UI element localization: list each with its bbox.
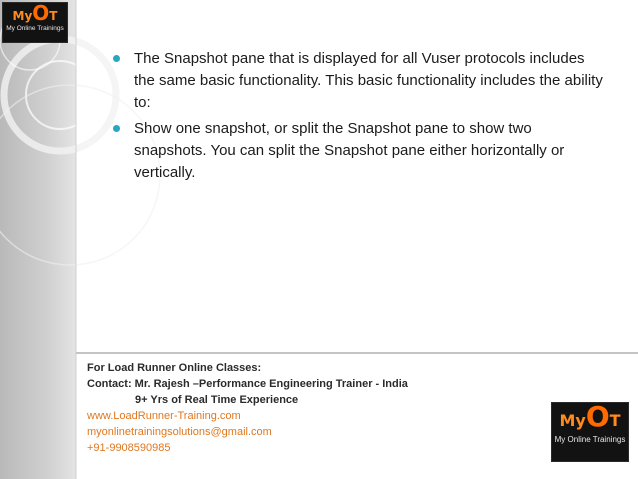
logo-bottom xyxy=(551,402,629,462)
logo-mark xyxy=(552,400,628,433)
footer-divider xyxy=(76,352,638,354)
bullet-text: The Snapshot pane that is displayed for all Vuser protocols includes the same basic functionality. This basic functionality includes the ability to: xyxy=(134,50,603,111)
bullet-dot-icon xyxy=(113,125,120,132)
bullet-item xyxy=(108,118,608,184)
logo-text-t: T xyxy=(49,9,58,23)
slide-content xyxy=(108,48,608,188)
logo-text-my: My xyxy=(12,9,33,23)
footer-heading: For Load Runner Online Classes: xyxy=(87,362,262,374)
logo-caption: My Online Trainings xyxy=(6,25,64,32)
footer-email-link[interactable]: myonlinetrainingsolutions@gmail.com xyxy=(87,426,272,438)
logo-text-my: My xyxy=(559,411,586,430)
footer-website-link[interactable]: www.LoadRunner-Training.com xyxy=(87,410,241,422)
bullet-text: Show one snapshot, or split the Snapshot pane to show two snapshots. You can split the Snapshot pane either horizontally or vertically. xyxy=(134,120,565,181)
logo-text-o: O xyxy=(32,1,50,25)
logo-text-t: T xyxy=(609,411,621,430)
logo-text-o: O xyxy=(585,400,610,433)
footer-experience: 9+ Yrs of Real Time Experience xyxy=(135,394,299,406)
footer-phone: +91-9908590985 xyxy=(87,442,171,454)
logo-mark xyxy=(3,1,67,25)
logo-top xyxy=(2,2,68,43)
bullet-dot-icon xyxy=(113,55,120,62)
footer-contact: Contact: Mr. Rajesh –Performance Engineering Trainer - India xyxy=(87,378,408,390)
bullet-item xyxy=(108,48,608,114)
footer xyxy=(87,360,557,456)
logo-caption: My Online Trainings xyxy=(554,435,626,444)
